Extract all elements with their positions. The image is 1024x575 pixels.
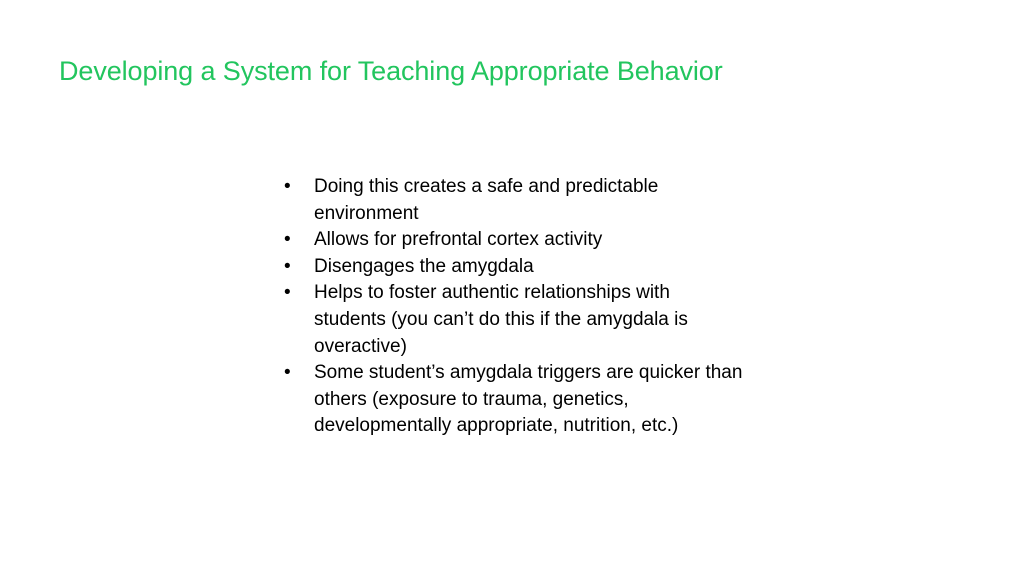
bullet-item [284,280,744,360]
bullet-item [284,360,744,440]
bullet-item [284,227,744,254]
bullet-dot-icon: • [284,362,291,384]
bullet-dot-icon: • [284,176,291,197]
bullet-item [284,254,744,281]
bullet-item [284,174,744,227]
bullet-text: Disengages the amygdala [314,255,534,277]
slide-title: Developing a System for Teaching Appropriate Behavior [59,56,723,86]
bullet-text: Allows for prefrontal cortex activity [314,229,603,251]
bullet-dot-icon: • [284,255,291,277]
bullet-text: Doing this creates a safe and predictable environment [314,176,659,224]
bullet-text: Helps to foster authentic relationships with students (you can’t do this if the amygdala is overactive) [314,282,688,357]
bullet-text: Some student’s amygdala triggers are quicker than others (exposure to trauma, genetics, developmentally appropriate, nutrition, etc.) [314,362,743,437]
bullet-dot-icon: • [284,229,291,251]
bullet-dot-icon: • [284,282,291,304]
bullet-list [284,174,744,440]
